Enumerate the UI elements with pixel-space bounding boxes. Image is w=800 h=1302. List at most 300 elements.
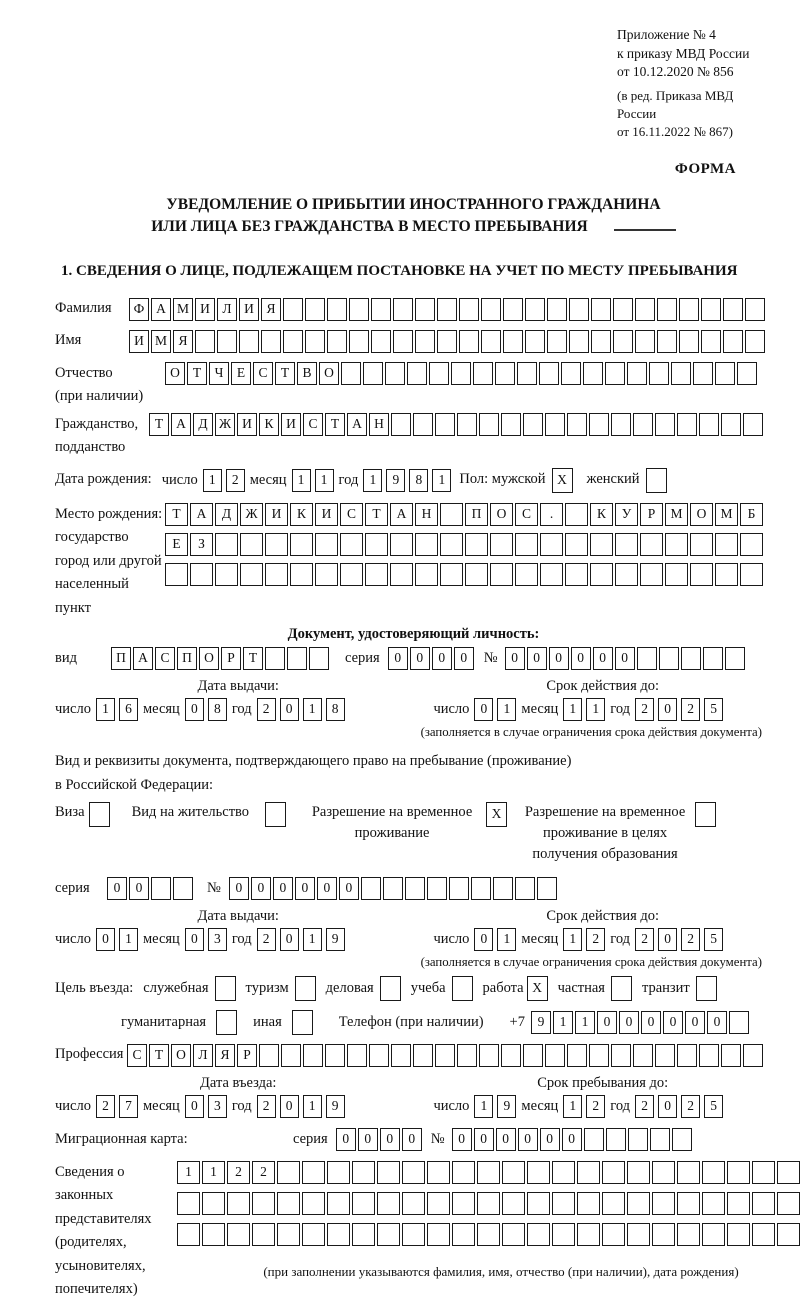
char-cell[interactable]: 0 [454, 647, 474, 670]
char-cell[interactable] [459, 330, 479, 353]
char-cell[interactable] [679, 298, 699, 321]
char-cell[interactable]: 0 [358, 1128, 378, 1151]
char-cell[interactable] [413, 1044, 433, 1067]
char-cell[interactable]: М [665, 503, 688, 526]
char-cell[interactable] [567, 1044, 587, 1067]
char-cell[interactable] [602, 1161, 625, 1184]
char-cell[interactable] [495, 362, 515, 385]
char-cell[interactable]: 0 [474, 1128, 494, 1151]
char-cell[interactable] [727, 1161, 750, 1184]
char-cell[interactable]: Т [275, 362, 295, 385]
char-cell[interactable] [501, 1044, 521, 1067]
char-cell[interactable]: 1 [303, 698, 322, 721]
char-cell[interactable] [309, 647, 329, 670]
char-cell[interactable] [427, 877, 447, 900]
char-cell[interactable] [440, 563, 463, 586]
char-cell[interactable] [655, 1044, 675, 1067]
char-cell[interactable] [552, 1192, 575, 1215]
char-cell[interactable]: 0 [452, 1128, 472, 1151]
char-cell[interactable] [523, 1044, 543, 1067]
char-cell[interactable] [652, 1192, 675, 1215]
char-cell[interactable] [365, 533, 388, 556]
char-cell[interactable] [699, 413, 719, 436]
char-cell[interactable] [552, 1223, 575, 1246]
char-cell[interactable] [240, 563, 263, 586]
char-cell[interactable]: Д [193, 413, 213, 436]
char-cell[interactable]: Н [369, 413, 389, 436]
char-cell[interactable] [217, 330, 237, 353]
char-cell[interactable]: Ф [129, 298, 149, 321]
char-cell[interactable] [327, 330, 347, 353]
char-cell[interactable] [567, 413, 587, 436]
char-cell[interactable] [440, 503, 463, 526]
purpose-private-checkbox[interactable] [611, 976, 632, 1001]
char-cell[interactable] [327, 1223, 350, 1246]
char-cell[interactable] [415, 330, 435, 353]
char-cell[interactable]: 9 [497, 1095, 516, 1118]
char-cell[interactable] [740, 563, 763, 586]
char-cell[interactable] [315, 563, 338, 586]
char-cell[interactable] [589, 413, 609, 436]
char-cell[interactable] [655, 413, 675, 436]
char-cell[interactable] [650, 1128, 670, 1151]
char-cell[interactable] [277, 1192, 300, 1215]
char-cell[interactable]: 0 [527, 647, 547, 670]
char-cell[interactable]: С [253, 362, 273, 385]
char-cell[interactable] [515, 563, 538, 586]
char-cell[interactable] [227, 1192, 250, 1215]
char-cell[interactable]: С [155, 647, 175, 670]
char-cell[interactable] [677, 1044, 697, 1067]
char-cell[interactable]: 2 [252, 1161, 275, 1184]
char-cell[interactable] [745, 330, 765, 353]
char-cell[interactable] [577, 1223, 600, 1246]
char-cell[interactable]: Е [231, 362, 251, 385]
char-cell[interactable]: 0 [280, 698, 299, 721]
char-cell[interactable]: 2 [96, 1095, 115, 1118]
char-cell[interactable]: 0 [280, 1095, 299, 1118]
char-cell[interactable]: 2 [227, 1161, 250, 1184]
char-cell[interactable] [721, 1044, 741, 1067]
char-cell[interactable]: Т [187, 362, 207, 385]
char-cell[interactable] [525, 298, 545, 321]
char-cell[interactable] [679, 330, 699, 353]
char-cell[interactable] [665, 563, 688, 586]
char-cell[interactable] [252, 1192, 275, 1215]
char-cell[interactable] [502, 1223, 525, 1246]
char-cell[interactable]: Л [217, 298, 237, 321]
char-cell[interactable]: 2 [586, 928, 605, 951]
char-cell[interactable] [561, 362, 581, 385]
char-cell[interactable]: И [239, 298, 259, 321]
char-cell[interactable] [590, 563, 613, 586]
char-cell[interactable] [552, 1161, 575, 1184]
char-cell[interactable] [177, 1223, 200, 1246]
char-cell[interactable] [352, 1161, 375, 1184]
char-cell[interactable] [327, 298, 347, 321]
char-cell[interactable] [413, 413, 433, 436]
char-cell[interactable] [721, 413, 741, 436]
char-cell[interactable] [737, 362, 757, 385]
char-cell[interactable] [515, 533, 538, 556]
char-cell[interactable] [723, 330, 743, 353]
char-cell[interactable]: 0 [593, 647, 613, 670]
char-cell[interactable]: 1 [553, 1011, 573, 1034]
char-cell[interactable] [701, 298, 721, 321]
char-cell[interactable] [699, 1044, 719, 1067]
char-cell[interactable]: А [151, 298, 171, 321]
char-cell[interactable] [402, 1223, 425, 1246]
char-cell[interactable] [602, 1192, 625, 1215]
char-cell[interactable]: П [465, 503, 488, 526]
char-cell[interactable]: М [715, 503, 738, 526]
char-cell[interactable] [369, 1044, 389, 1067]
char-cell[interactable] [377, 1192, 400, 1215]
char-cell[interactable]: 0 [597, 1011, 617, 1034]
char-cell[interactable] [471, 877, 491, 900]
char-cell[interactable]: 0 [432, 647, 452, 670]
char-cell[interactable]: 1 [563, 698, 582, 721]
char-cell[interactable] [290, 533, 313, 556]
char-cell[interactable] [452, 1192, 475, 1215]
char-cell[interactable] [477, 1192, 500, 1215]
char-cell[interactable] [577, 1161, 600, 1184]
char-cell[interactable] [427, 1161, 450, 1184]
char-cell[interactable]: И [281, 413, 301, 436]
char-cell[interactable]: 0 [474, 698, 493, 721]
char-cell[interactable]: У [615, 503, 638, 526]
char-cell[interactable] [340, 533, 363, 556]
char-cell[interactable] [290, 563, 313, 586]
char-cell[interactable] [252, 1223, 275, 1246]
char-cell[interactable] [427, 1223, 450, 1246]
char-cell[interactable]: 1 [474, 1095, 493, 1118]
char-cell[interactable] [701, 330, 721, 353]
char-cell[interactable]: К [290, 503, 313, 526]
char-cell[interactable] [627, 1192, 650, 1215]
char-cell[interactable] [715, 563, 738, 586]
char-cell[interactable]: 1 [563, 1095, 582, 1118]
char-cell[interactable] [677, 413, 697, 436]
char-cell[interactable]: 0 [273, 877, 293, 900]
char-cell[interactable] [215, 563, 238, 586]
char-cell[interactable] [633, 1044, 653, 1067]
char-cell[interactable] [606, 1128, 626, 1151]
char-cell[interactable] [627, 1223, 650, 1246]
char-cell[interactable]: 0 [540, 1128, 560, 1151]
char-cell[interactable] [605, 362, 625, 385]
char-cell[interactable]: 0 [339, 877, 359, 900]
char-cell[interactable] [583, 362, 603, 385]
char-cell[interactable]: 0 [571, 647, 591, 670]
char-cell[interactable] [635, 298, 655, 321]
char-cell[interactable]: 0 [474, 928, 493, 951]
char-cell[interactable]: 5 [704, 928, 723, 951]
char-cell[interactable]: Т [243, 647, 263, 670]
char-cell[interactable] [727, 1223, 750, 1246]
char-cell[interactable]: 0 [185, 928, 204, 951]
char-cell[interactable] [340, 563, 363, 586]
char-cell[interactable] [259, 1044, 279, 1067]
char-cell[interactable] [584, 1128, 604, 1151]
char-cell[interactable] [777, 1223, 800, 1246]
char-cell[interactable]: 2 [681, 928, 700, 951]
char-cell[interactable]: 2 [257, 928, 276, 951]
char-cell[interactable] [302, 1192, 325, 1215]
char-cell[interactable]: А [171, 413, 191, 436]
char-cell[interactable]: Ж [215, 413, 235, 436]
char-cell[interactable] [502, 1161, 525, 1184]
char-cell[interactable] [283, 298, 303, 321]
char-cell[interactable]: 2 [257, 1095, 276, 1118]
char-cell[interactable]: 6 [119, 698, 138, 721]
char-cell[interactable] [437, 330, 457, 353]
char-cell[interactable] [702, 1161, 725, 1184]
char-cell[interactable]: К [259, 413, 279, 436]
purpose-transit-checkbox[interactable] [696, 976, 717, 1001]
char-cell[interactable] [391, 1044, 411, 1067]
char-cell[interactable]: 0 [518, 1128, 538, 1151]
char-cell[interactable]: И [315, 503, 338, 526]
char-cell[interactable] [407, 362, 427, 385]
char-cell[interactable] [352, 1223, 375, 1246]
char-cell[interactable] [465, 533, 488, 556]
char-cell[interactable] [327, 1161, 350, 1184]
char-cell[interactable]: 0 [685, 1011, 705, 1034]
char-cell[interactable]: 0 [496, 1128, 516, 1151]
char-cell[interactable]: М [151, 330, 171, 353]
char-cell[interactable] [265, 533, 288, 556]
char-cell[interactable] [743, 413, 763, 436]
char-cell[interactable]: 0 [107, 877, 127, 900]
char-cell[interactable] [452, 1223, 475, 1246]
char-cell[interactable]: Я [215, 1044, 235, 1067]
char-cell[interactable]: 1 [303, 1095, 322, 1118]
visa-checkbox[interactable] [89, 802, 110, 827]
char-cell[interactable] [702, 1192, 725, 1215]
char-cell[interactable] [565, 533, 588, 556]
char-cell[interactable] [415, 298, 435, 321]
char-cell[interactable] [565, 563, 588, 586]
char-cell[interactable]: А [390, 503, 413, 526]
char-cell[interactable]: Н [415, 503, 438, 526]
char-cell[interactable] [405, 877, 425, 900]
char-cell[interactable] [493, 877, 513, 900]
char-cell[interactable] [457, 1044, 477, 1067]
char-cell[interactable] [390, 533, 413, 556]
char-cell[interactable]: 1 [203, 469, 222, 492]
char-cell[interactable] [371, 330, 391, 353]
char-cell[interactable]: О [171, 1044, 191, 1067]
char-cell[interactable]: Я [261, 298, 281, 321]
char-cell[interactable]: Т [365, 503, 388, 526]
char-cell[interactable]: 1 [292, 469, 311, 492]
char-cell[interactable]: 0 [185, 698, 204, 721]
sex-male-checkbox[interactable]: X [552, 468, 573, 493]
char-cell[interactable]: 1 [497, 698, 516, 721]
char-cell[interactable]: 0 [251, 877, 271, 900]
char-cell[interactable] [577, 1192, 600, 1215]
char-cell[interactable]: 1 [202, 1161, 225, 1184]
char-cell[interactable]: С [303, 413, 323, 436]
char-cell[interactable]: 0 [663, 1011, 683, 1034]
char-cell[interactable] [613, 298, 633, 321]
char-cell[interactable]: Т [149, 413, 169, 436]
char-cell[interactable]: 0 [129, 877, 149, 900]
char-cell[interactable]: 1 [315, 469, 334, 492]
char-cell[interactable] [427, 1192, 450, 1215]
char-cell[interactable] [677, 1223, 700, 1246]
char-cell[interactable] [501, 413, 521, 436]
char-cell[interactable] [611, 413, 631, 436]
char-cell[interactable] [525, 330, 545, 353]
char-cell[interactable] [265, 563, 288, 586]
char-cell[interactable]: 1 [586, 698, 605, 721]
purpose-official-checkbox[interactable] [215, 976, 236, 1001]
char-cell[interactable] [777, 1192, 800, 1215]
char-cell[interactable] [402, 1192, 425, 1215]
char-cell[interactable] [457, 413, 477, 436]
char-cell[interactable] [649, 362, 669, 385]
char-cell[interactable] [569, 330, 589, 353]
char-cell[interactable] [615, 563, 638, 586]
char-cell[interactable] [435, 413, 455, 436]
char-cell[interactable] [315, 533, 338, 556]
char-cell[interactable] [390, 563, 413, 586]
char-cell[interactable] [349, 330, 369, 353]
char-cell[interactable] [665, 533, 688, 556]
char-cell[interactable]: С [340, 503, 363, 526]
char-cell[interactable]: 8 [208, 698, 227, 721]
char-cell[interactable] [281, 1044, 301, 1067]
char-cell[interactable] [490, 533, 513, 556]
char-cell[interactable]: 1 [119, 928, 138, 951]
char-cell[interactable] [347, 1044, 367, 1067]
char-cell[interactable]: 0 [658, 928, 677, 951]
char-cell[interactable] [451, 362, 471, 385]
char-cell[interactable]: 1 [497, 928, 516, 951]
char-cell[interactable] [215, 533, 238, 556]
char-cell[interactable] [740, 533, 763, 556]
char-cell[interactable] [640, 533, 663, 556]
char-cell[interactable] [545, 1044, 565, 1067]
char-cell[interactable] [283, 330, 303, 353]
char-cell[interactable] [481, 298, 501, 321]
char-cell[interactable] [727, 1192, 750, 1215]
char-cell[interactable] [659, 647, 679, 670]
char-cell[interactable] [227, 1223, 250, 1246]
char-cell[interactable] [327, 1192, 350, 1215]
char-cell[interactable]: 0 [658, 698, 677, 721]
char-cell[interactable] [502, 1192, 525, 1215]
char-cell[interactable] [151, 877, 171, 900]
char-cell[interactable] [745, 298, 765, 321]
char-cell[interactable]: М [173, 298, 193, 321]
char-cell[interactable]: Р [640, 503, 663, 526]
char-cell[interactable]: 1 [563, 928, 582, 951]
char-cell[interactable] [569, 298, 589, 321]
char-cell[interactable] [703, 647, 723, 670]
char-cell[interactable]: Р [237, 1044, 257, 1067]
char-cell[interactable]: 2 [635, 1095, 654, 1118]
char-cell[interactable] [690, 563, 713, 586]
char-cell[interactable] [363, 362, 383, 385]
char-cell[interactable] [672, 1128, 692, 1151]
char-cell[interactable]: А [347, 413, 367, 436]
char-cell[interactable] [202, 1192, 225, 1215]
char-cell[interactable] [341, 362, 361, 385]
char-cell[interactable]: 0 [185, 1095, 204, 1118]
char-cell[interactable]: И [237, 413, 257, 436]
char-cell[interactable] [202, 1223, 225, 1246]
char-cell[interactable] [393, 330, 413, 353]
char-cell[interactable]: 1 [363, 469, 382, 492]
char-cell[interactable] [365, 563, 388, 586]
char-cell[interactable]: Т [325, 413, 345, 436]
char-cell[interactable] [681, 647, 701, 670]
char-cell[interactable]: А [190, 503, 213, 526]
char-cell[interactable] [452, 1161, 475, 1184]
char-cell[interactable]: 1 [432, 469, 451, 492]
char-cell[interactable] [613, 330, 633, 353]
char-cell[interactable]: 2 [257, 698, 276, 721]
char-cell[interactable]: 1 [177, 1161, 200, 1184]
char-cell[interactable] [523, 413, 543, 436]
char-cell[interactable]: 0 [615, 647, 635, 670]
char-cell[interactable]: О [165, 362, 185, 385]
char-cell[interactable] [349, 298, 369, 321]
char-cell[interactable] [693, 362, 713, 385]
char-cell[interactable]: 2 [635, 928, 654, 951]
char-cell[interactable] [302, 1223, 325, 1246]
char-cell[interactable] [177, 1192, 200, 1215]
char-cell[interactable] [565, 503, 588, 526]
char-cell[interactable]: П [111, 647, 131, 670]
char-cell[interactable] [371, 298, 391, 321]
char-cell[interactable] [752, 1161, 775, 1184]
char-cell[interactable]: И [265, 503, 288, 526]
char-cell[interactable] [449, 877, 469, 900]
purpose-other-checkbox[interactable] [292, 1010, 313, 1035]
char-cell[interactable]: 0 [505, 647, 525, 670]
char-cell[interactable] [627, 362, 647, 385]
char-cell[interactable]: И [195, 298, 215, 321]
char-cell[interactable] [777, 1161, 800, 1184]
char-cell[interactable] [437, 298, 457, 321]
char-cell[interactable]: Я [173, 330, 193, 353]
char-cell[interactable]: 2 [635, 698, 654, 721]
char-cell[interactable] [481, 330, 501, 353]
char-cell[interactable]: 5 [704, 698, 723, 721]
char-cell[interactable]: Б [740, 503, 763, 526]
purpose-work-checkbox[interactable]: X [527, 976, 548, 1001]
char-cell[interactable] [287, 647, 307, 670]
char-cell[interactable]: 2 [586, 1095, 605, 1118]
purpose-business-checkbox[interactable] [380, 976, 401, 1001]
char-cell[interactable] [611, 1044, 631, 1067]
char-cell[interactable] [479, 413, 499, 436]
char-cell[interactable] [723, 298, 743, 321]
char-cell[interactable]: 8 [409, 469, 428, 492]
char-cell[interactable] [302, 1161, 325, 1184]
char-cell[interactable] [377, 1223, 400, 1246]
char-cell[interactable]: 3 [208, 1095, 227, 1118]
char-cell[interactable] [752, 1192, 775, 1215]
char-cell[interactable] [527, 1161, 550, 1184]
char-cell[interactable] [305, 330, 325, 353]
char-cell[interactable] [652, 1223, 675, 1246]
char-cell[interactable]: О [319, 362, 339, 385]
